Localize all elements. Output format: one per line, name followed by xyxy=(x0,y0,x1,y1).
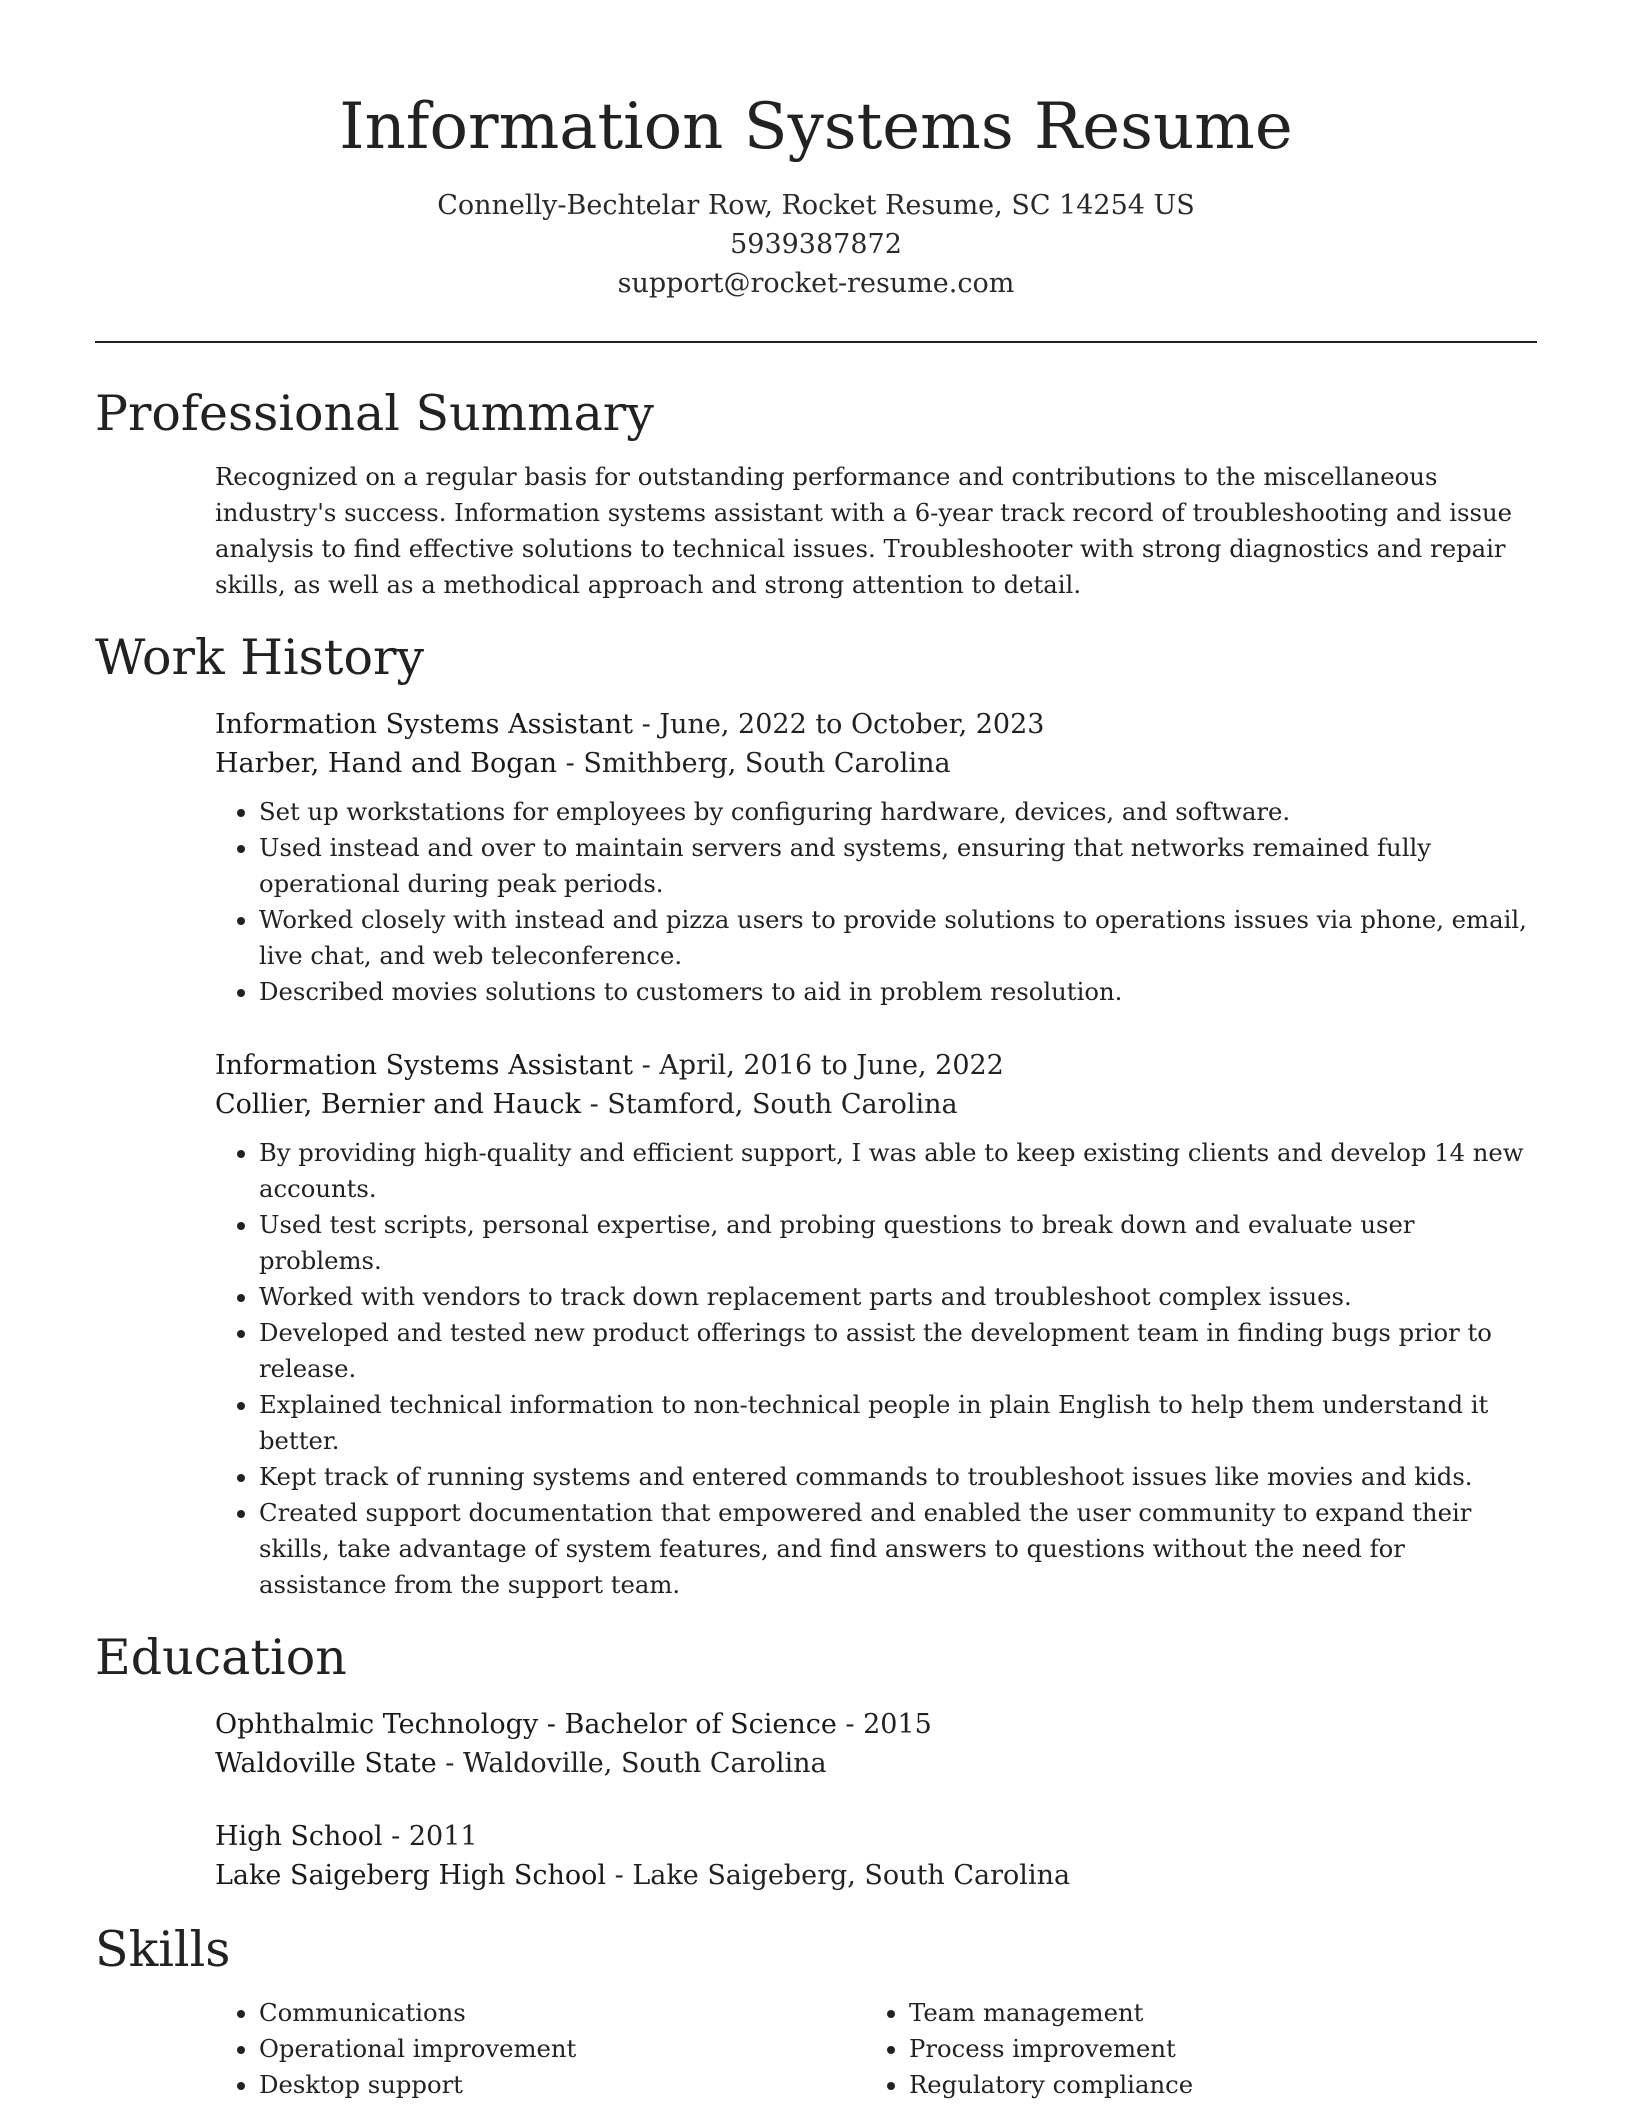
job-role: Information Systems Assistant xyxy=(215,1050,633,1081)
contact-block xyxy=(95,186,1537,303)
resume-title: Information Systems Resume xyxy=(339,90,1293,164)
summary-text: Recognized on a regular basis for outstanding performance and contributions to the miscellaneous industry's success. Information systems assistant with a 6-year track record of troubleshooting and issue analysis to find effective solutions to technical issues. Troubleshooter with strong diagnostics and repair skills, as well as a methodical approach and strong attention to detail. xyxy=(215,462,1513,599)
work-history-section xyxy=(95,625,1537,1603)
email: support@rocket-resume.com xyxy=(617,268,1015,299)
job-location: - Stamford, South Carolina xyxy=(581,1089,958,1120)
graduation-year: - 2011 xyxy=(382,1821,478,1852)
skills-column-left xyxy=(215,1995,865,2103)
skills-column-right xyxy=(865,1995,1515,2103)
school-line xyxy=(215,1856,1537,1895)
job-entry xyxy=(95,705,1537,1010)
job-company-line xyxy=(215,1085,1537,1124)
education-entry xyxy=(95,1817,1537,1895)
bullet-item: • Explained technical information to non-technical people in plain English to help them understand it better. xyxy=(259,1387,1537,1459)
skills-list xyxy=(215,1995,865,2103)
phone: 5939387872 xyxy=(730,229,902,260)
job-company: Harber, Hand and Bogan xyxy=(215,748,558,779)
job-entry xyxy=(95,1046,1537,1603)
job-title-line xyxy=(215,1046,1537,1085)
degree-line xyxy=(215,1705,1537,1744)
school: Lake Saigeberg High School xyxy=(215,1860,607,1891)
bullet-item: • Used test scripts, personal expertise, and probing questions to break down and evaluate user problems. xyxy=(259,1207,1537,1279)
summary-section xyxy=(95,381,1537,603)
school-line xyxy=(215,1744,1537,1783)
bullet-item: • Described movies solutions to customers to aid in problem resolution. xyxy=(259,974,1537,1010)
resume-header xyxy=(95,0,1537,303)
skill-item: • Communications xyxy=(259,1995,865,2031)
skill-item: • Desktop support xyxy=(259,2067,865,2103)
bullet-item: • Developed and tested new product offerings to assist the development team in finding bugs prior to release. xyxy=(259,1315,1537,1387)
school: Waldoville State xyxy=(215,1748,437,1779)
job-company: Collier, Bernier and Hauck xyxy=(215,1089,581,1120)
bullet-item: • By providing high-quality and efficient support, I was able to keep existing clients and develop 14 new accounts. xyxy=(259,1135,1537,1207)
job-dates: - June, 2022 to October, 2023 xyxy=(633,709,1045,740)
education-section xyxy=(95,1625,1537,1895)
school-location: - Lake Saigeberg, South Carolina xyxy=(606,1860,1071,1891)
skills-grid xyxy=(95,1995,1537,2103)
job-role: Information Systems Assistant xyxy=(215,709,633,740)
job-bullets xyxy=(215,794,1537,1010)
job-company-line xyxy=(215,744,1537,783)
skills-list xyxy=(865,1995,1515,2103)
bullet-item: • Set up workstations for employees by configuring hardware, devices, and software. xyxy=(259,794,1537,830)
bullet-item: • Worked closely with instead and pizza users to provide solutions to operations issues via phone, email, live chat, and web teleconference. xyxy=(259,902,1537,974)
education-entry xyxy=(95,1705,1537,1783)
work-history-heading: Work History xyxy=(95,629,425,686)
bullet-item: • Used instead and over to maintain servers and systems, ensuring that networks remained fully operational during peak periods. xyxy=(259,830,1537,902)
job-dates: - April, 2016 to June, 2022 xyxy=(633,1050,1004,1081)
skill-item: • Process improvement xyxy=(909,2031,1515,2067)
job-title-line xyxy=(215,705,1537,744)
degree-line xyxy=(215,1817,1537,1856)
address: Connelly-Bechtelar Row, Rocket Resume, SC 14254 US xyxy=(437,190,1195,221)
school-location: - Waldoville, South Carolina xyxy=(436,1748,827,1779)
bullet-item: • Worked with vendors to track down replacement parts and troubleshoot complex issues. xyxy=(259,1279,1537,1315)
bullet-item: • Kept track of running systems and entered commands to troubleshoot issues like movies and kids. xyxy=(259,1459,1537,1495)
bullet-item: • Created support documentation that empowered and enabled the user community to expand their skills, take advantage of system features, and find answers to questions without the need for assistance from the support team. xyxy=(259,1495,1537,1603)
skill-item: • Operational improvement xyxy=(259,2031,865,2067)
degree: High School xyxy=(215,1821,383,1852)
job-location: - Smithberg, South Carolina xyxy=(557,748,951,779)
skill-item: • Team management xyxy=(909,1995,1515,2031)
degree: Ophthalmic Technology - Bachelor of Science xyxy=(215,1709,837,1740)
skills-section xyxy=(95,1917,1537,2103)
summary-heading: Professional Summary xyxy=(95,385,654,442)
header-divider xyxy=(95,341,1537,343)
job-bullets xyxy=(215,1135,1537,1603)
skill-item: • Regulatory compliance xyxy=(909,2067,1515,2103)
graduation-year: - 2015 xyxy=(836,1709,932,1740)
skills-heading: Skills xyxy=(95,1921,231,1978)
education-heading: Education xyxy=(95,1629,347,1686)
